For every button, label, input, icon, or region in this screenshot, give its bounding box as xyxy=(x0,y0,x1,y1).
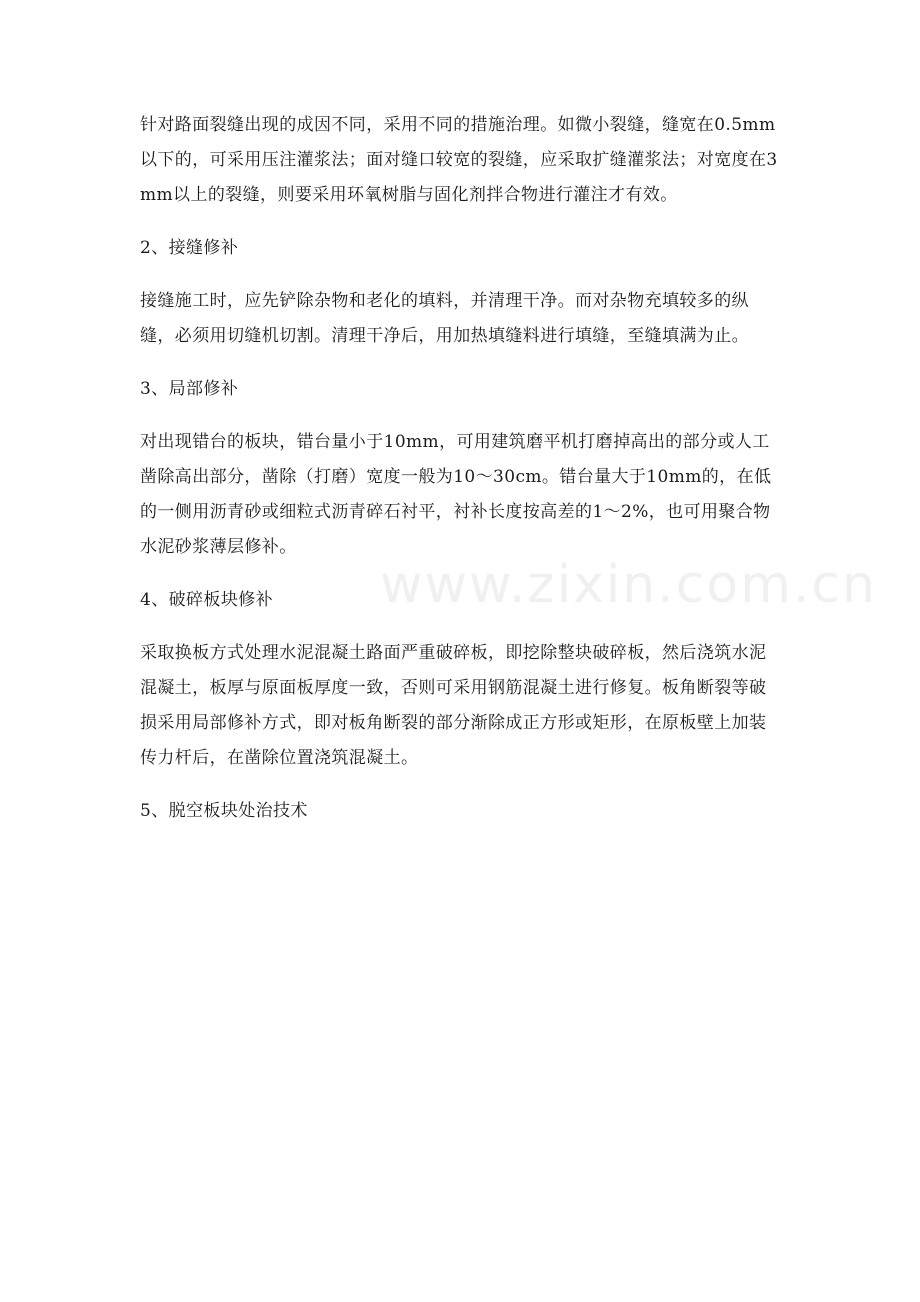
paragraph-local-repair: 对出现错台的板块，错台量小于10mm，可用建筑磨平机打磨掉高出的部分或人工凿除高出部分，凿除（打磨）宽度一般为10～30cm。错台量大于10mm的，在低的一侧用沥青砂或细粒式沥青碎石衬平，衬补长度按高差的1～2%，也可用聚合物水泥砂浆薄层修补。 xyxy=(140,432,772,557)
paragraph-crack-treatment: 针对路面裂缝出现的成因不同，采用不同的措施治理。如微小裂缝，缝宽在0.5mm以下的，可采用压注灌浆法；面对缝口较宽的裂缝，应采取扩缝灌浆法；对宽度在3mm以上的裂缝，则要采用环氧树脂与固化剂拌合物进行灌注才有效。 xyxy=(140,115,778,205)
heading-joint-repair: 2、接缝修补 xyxy=(140,238,239,258)
document-body xyxy=(140,108,780,847)
heading-broken-slab-repair: 4、破碎板块修补 xyxy=(140,590,274,610)
paragraph-joint-repair: 接缝施工时，应先铲除杂物和老化的填料，并清理干净。而对杂物充填较多的纵缝，必须用切缝机切割。清理干净后，用加热填缝料进行填缝，至缝填满为止。 xyxy=(140,291,749,346)
watermark: www.zixin.com.cn xyxy=(380,555,877,615)
heading-void-slab-treatment: 5、脱空板块处治技术 xyxy=(140,801,308,821)
paragraph-broken-slab-repair: 采取换板方式处理水泥混凝土路面严重破碎板，即挖除整块破碎板，然后浇筑水泥混凝土，板厚与原面板厚度一致，否则可采用钢筋混凝土进行修复。板角断裂等破损采用局部修补方式，即对板角断裂的部分渐除成正方形或矩形，在原板壁上加装传力杆后，在凿除位置浇筑混凝土。 xyxy=(140,643,767,768)
heading-local-repair: 3、局部修补 xyxy=(140,379,239,399)
